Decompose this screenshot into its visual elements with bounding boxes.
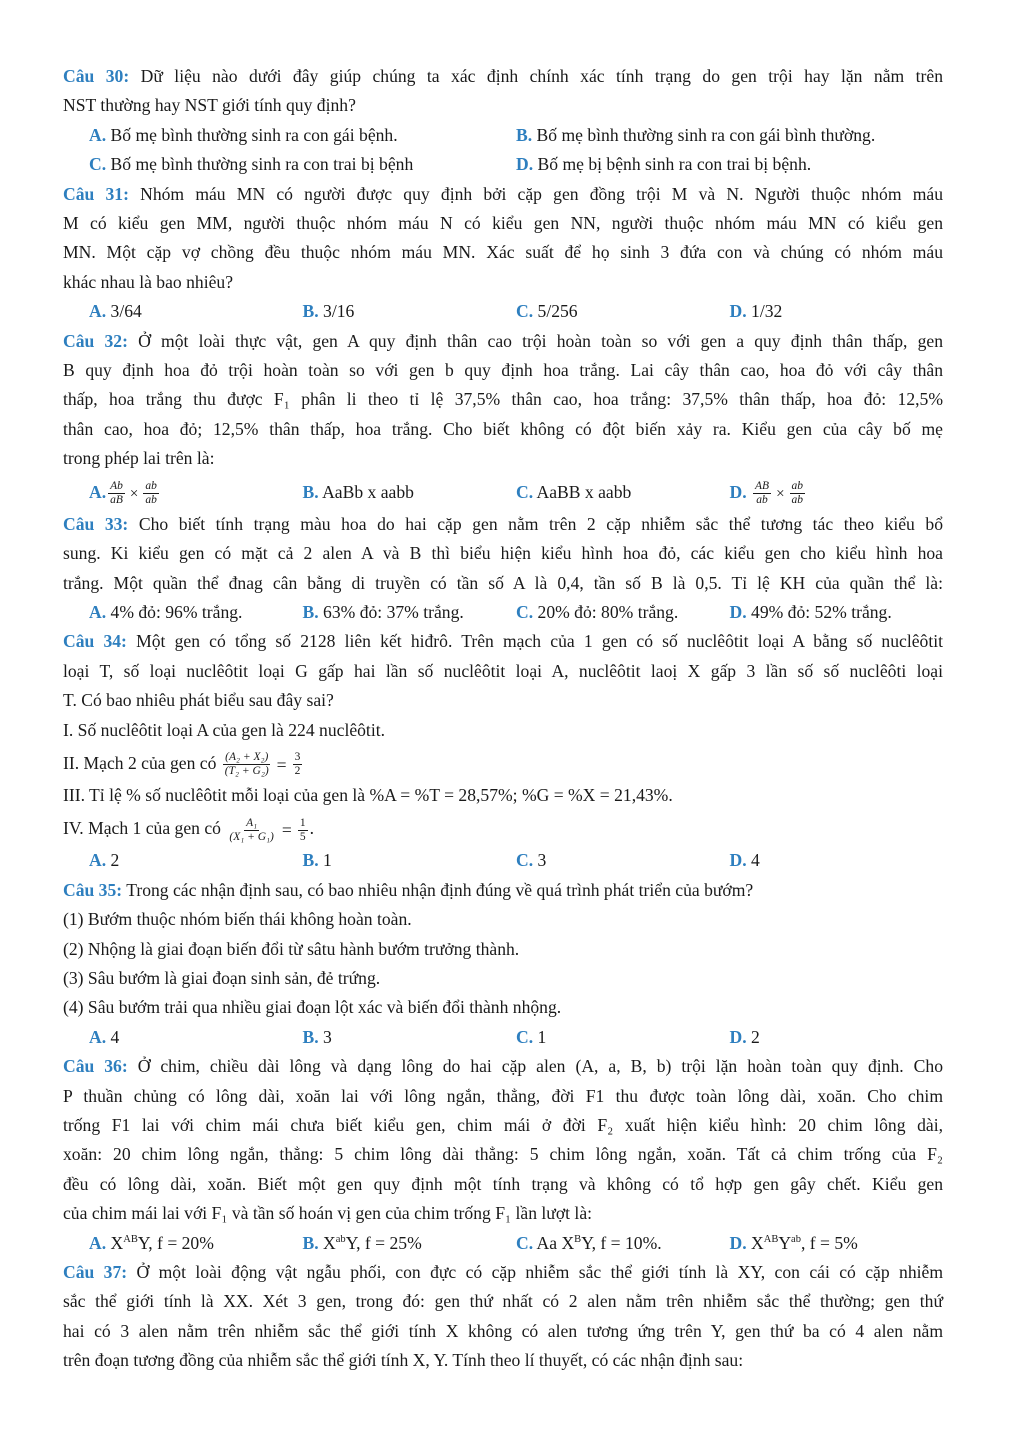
q32-line-3: thấp, hoa trắng thu được F₁ phân li theo tỉ lệ 37,5% thân cao, hoa trắng: 37,5% thân thấp, hoa đỏ: 12,5% bbox=[63, 389, 943, 410]
q32-options bbox=[63, 474, 943, 510]
q32-option-c[interactable]: C. AaBB x aabb bbox=[516, 481, 632, 502]
q35-label: Câu 35: bbox=[63, 879, 123, 900]
q36-line-4: xoăn: 20 chim lông ngắn, thẳng: 5 chim lông dài thẳng: 5 chim lông ngắn, xoăn. Tất cả chim trống của F₂ bbox=[63, 1144, 943, 1165]
q36-line-5: đều có lông dài, xoăn. Biết một gen quy định một tính trạng và không có tổ hợp gen gây chết. Kiểu gen bbox=[63, 1173, 943, 1194]
q34-statement-4: IV. Mạch 1 của gen có $\frac{\text{A₁}}{\text{(X₁ + G₁)}}$ = $\frac{1}{5}$ . bbox=[63, 816, 314, 843]
q31-option-d[interactable]: D. 1/32 bbox=[729, 301, 783, 322]
q34-line-1: Câu 34: Một gen có tổng số 2128 liên kết hiđrô. Trên mạch của 1 gen có số nuclêôtit loại A bằng số nuclêôtit bbox=[63, 631, 943, 652]
q36-option-d[interactable]: D. $X^{AB}Y^{ab}$, f = 5% bbox=[729, 1232, 858, 1253]
q36-label: Câu 36: bbox=[63, 1056, 128, 1077]
q32-option-b[interactable]: B. AaBb x aabb bbox=[302, 481, 414, 502]
question-34 bbox=[63, 627, 943, 875]
q30-options-row-2 bbox=[63, 150, 943, 179]
q35-option-b[interactable]: B. 3 bbox=[302, 1026, 332, 1047]
q30-option-d[interactable]: D. Bố mẹ bị bệnh sinh ra con trai bị bệnh. bbox=[516, 154, 812, 175]
q34-line-3: T. Có bao nhiêu phát biểu sau đây sai? bbox=[63, 690, 334, 711]
q32-a-fraction-1: $\frac{Ab}{aB}$ bbox=[110, 480, 123, 507]
q34-s2-fraction: $\frac{\text{(A₂ + X₂)}}{\text{(T₂ + G₂)}}$ bbox=[224, 751, 269, 778]
q34-s4-ratio: $\frac{1}{5}$ bbox=[299, 816, 306, 843]
q31-option-c[interactable]: C. 5/256 bbox=[516, 301, 578, 322]
q37-line-1: Câu 37: Ở một loài động vật ngẫu phối, con đực có cặp nhiễm sắc thể giới tính là XY, con cái có cặp nhiễm bbox=[63, 1262, 943, 1283]
q34-statement-2: II. Mạch 2 của gen có $\frac{\text{(A₂ + X₂)}}{\text{(T₂ + G₂)}}$ = $\frac{3}{2}$ bbox=[63, 751, 301, 778]
q31-option-a[interactable]: A. 3/64 bbox=[89, 301, 142, 322]
q35-option-a[interactable]: A. 4 bbox=[89, 1026, 120, 1047]
question-33 bbox=[63, 510, 943, 628]
document-content bbox=[63, 62, 943, 1376]
q32-line-4: thân cao, hoa đỏ; 12,5% thân thấp, hoa trắng. Cho biết không có đột biến xảy ra. Kiểu gen của cây bố mẹ bbox=[63, 418, 943, 439]
q36-option-c[interactable]: C. Aa $X^BY$, f = 10%. bbox=[516, 1232, 662, 1253]
q33-option-d[interactable]: D. 49% đỏ: 52% trắng. bbox=[729, 601, 892, 622]
q36-line-6: của chim mái lai với F₁ và tần số hoán vị gen của chim trống F₁ lần lượt là: bbox=[63, 1203, 593, 1224]
q32-a-fraction-2: $\frac{ab}{ab}$ bbox=[145, 480, 157, 507]
q34-s4-fraction: $\frac{\text{A₁}}{\text{(X₁ + G₁)}}$ bbox=[229, 816, 274, 843]
q37-line-3: hai có 3 alen nằm trên nhiễm sắc thể giới tính X không có alen tương ứng trên Y, gen thứ ba có 4 alen nằm bbox=[63, 1320, 943, 1341]
q30-line-2: NST thường hay NST giới tính quy định? bbox=[63, 95, 356, 116]
question-37 bbox=[63, 1258, 943, 1376]
q35-option-c[interactable]: C. 1 bbox=[516, 1026, 547, 1047]
q31-option-b[interactable]: B. 3/16 bbox=[302, 301, 355, 322]
q33-option-b[interactable]: B. 63% đỏ: 37% trắng. bbox=[302, 601, 464, 622]
q36-line-2: P thuần chủng có lông dài, xoăn lai với lông ngắn, thẳng, đời F1 thu được toàn lông dài, xoăn. Cho chim bbox=[63, 1085, 943, 1106]
q30-option-c[interactable]: C. Bố mẹ bình thường sinh ra con trai bị bệnh bbox=[89, 154, 414, 175]
q36-options bbox=[63, 1229, 943, 1258]
q34-option-b[interactable]: B. 1 bbox=[302, 850, 332, 871]
q31-label: Câu 31: bbox=[63, 183, 129, 204]
q37-label: Câu 37: bbox=[63, 1262, 128, 1283]
q36-option-a[interactable]: A. $X^{AB}Y$, f = 20% bbox=[89, 1232, 214, 1253]
q35-line-1: Câu 35: Trong các nhận định sau, có bao nhiêu nhận định đúng về quá trình phát triển của bướm? bbox=[63, 879, 754, 900]
q34-statement-3: III. Tỉ lệ % số nuclêôtit mỗi loại của gen là %A = %T = 28,57%; %G = %X = 21,43%. bbox=[63, 784, 673, 805]
q31-line-3: MN. Một cặp vợ chồng đều thuộc nhóm máu MN. Xác suất để họ sinh 3 đứa con và chúng có nhóm máu bbox=[63, 242, 943, 263]
q32-option-d[interactable]: D. $\frac{AB}{ab}$ × $\frac{ab}{ab}$ bbox=[729, 480, 804, 507]
q32-option-a[interactable]: A. $\frac{Ab}{aB}$ × $\frac{ab}{ab}$ bbox=[89, 480, 157, 507]
q33-options bbox=[63, 598, 943, 627]
q30-line-1: Câu 30: Dữ liệu nào dưới đây giúp chúng ta xác định chính xác tính trạng do gen trội hay lặn nằm trên bbox=[63, 66, 943, 86]
q32-d-fraction-1: $\frac{AB}{ab}$ bbox=[755, 480, 770, 507]
q33-line-1: Câu 33: Cho biết tính trạng màu hoa do hai cặp gen nằm trên 2 cặp nhiễm sắc thể tương tác theo kiểu bổ bbox=[63, 513, 944, 534]
q31-line-1: Câu 31: Nhóm máu MN có người được quy định bởi cặp gen đồng trội M và N. Người thuộc nhóm máu bbox=[63, 183, 943, 204]
q31-line-2: M có kiểu gen MM, người thuộc nhóm máu N có kiểu gen NN, người thuộc nhóm máu MN có kiểu gen bbox=[63, 213, 943, 234]
q34-line-2: loại T, số loại nuclêôtit loại G gấp hai lần số nuclêôtit loại A, nuclêôtit laoị X gấp 3 lần số số nuclêôti loại bbox=[63, 660, 943, 681]
q35-statement-2: (2) Nhộng là giai đoạn biến đổi từ sâtu hành bướm trưởng thành. bbox=[63, 938, 520, 959]
q33-option-a[interactable]: A. 4% đỏ: 96% trắng. bbox=[89, 601, 243, 622]
q33-line-3: trắng. Một quần thể đnag cân bằng di truyền có tần số A là 0,4, tần số B là 0,5. Tỉ lệ KH của quần thể là: bbox=[63, 572, 943, 593]
q31-options bbox=[63, 297, 943, 326]
q32-line-2: B quy định hoa đỏ trội hoàn toàn so với gen b quy định hoa trắng. Lai cây thân cao, hoa đỏ với cây thân bbox=[63, 360, 943, 381]
q35-options bbox=[63, 1023, 943, 1052]
q34-option-c[interactable]: C. 3 bbox=[516, 850, 547, 871]
q32-label: Câu 32: bbox=[63, 330, 128, 351]
q37-line-2: sắc thể giới tính là XX. Xét 3 gen, trong đó: gen thứ nhất có 2 alen nằm trên nhiễm sắc thể thường; gen thứ bbox=[63, 1291, 943, 1312]
q34-statement-1: I. Số nuclêôtit loại A của gen là 224 nuclêôtit. bbox=[63, 719, 385, 740]
q30-label: Câu 30: bbox=[63, 66, 130, 86]
q35-statement-1: (1) Bướm thuộc nhóm biến thái không hoàn toàn. bbox=[63, 909, 412, 930]
question-36 bbox=[63, 1052, 943, 1258]
q33-line-2: sung. Ki kiểu gen có mặt cả 2 alen A và B thì biểu hiện kiểu hình hoa đỏ, các kiểu gen cho kiểu hình hoa bbox=[63, 543, 943, 564]
question-30 bbox=[63, 62, 943, 180]
question-35 bbox=[63, 876, 943, 1052]
question-31 bbox=[63, 180, 943, 327]
q33-label: Câu 33: bbox=[63, 513, 129, 534]
q36-line-3: trống F1 lai với chim mái chưa biết kiểu gen, chim mái ở đời F₂ xuất hiện kiểu hình: 20 chim lông dài, bbox=[63, 1115, 943, 1135]
q31-line-4: khác nhau là bao nhiêu? bbox=[63, 271, 234, 292]
q32-line-1: Câu 32: Ở một loài thực vật, gen A quy định thân cao trội hoàn toàn so với gen a quy định thân thấp, gen bbox=[63, 330, 944, 351]
q33-option-c[interactable]: C. 20% đỏ: 80% trắng. bbox=[516, 601, 679, 622]
q34-option-a[interactable]: A. 2 bbox=[89, 850, 120, 871]
q35-statement-3: (3) Sâu bướm là giai đoạn sinh sản, đẻ trứng. bbox=[63, 967, 381, 988]
q30-option-b[interactable]: B. Bố mẹ bình thường sinh ra con gái bình thường. bbox=[516, 124, 876, 145]
q37-line-4: trên đoạn tương đồng của nhiễm sắc thể giới tính X, Y. Tính theo lí thuyết, có các nhận định sau: bbox=[63, 1350, 744, 1371]
q34-label: Câu 34: bbox=[63, 631, 127, 652]
q32-d-fraction-2: $\frac{ab}{ab}$ bbox=[791, 480, 804, 507]
q35-option-d[interactable]: D. 2 bbox=[729, 1026, 760, 1047]
q32-line-5: trong phép lai trên là: bbox=[63, 448, 215, 469]
question-32 bbox=[63, 327, 943, 510]
q34-option-d[interactable]: D. 4 bbox=[729, 850, 760, 871]
q30-option-a[interactable]: A. Bố mẹ bình thường sinh ra con gái bệnh. bbox=[89, 124, 398, 145]
q34-options bbox=[63, 846, 943, 875]
q36-line-1: Câu 36: Ở chim, chiều dài lông và dạng lông do hai cặp alen (A, a, B, b) trội lặn hoàn toàn quy định. Cho bbox=[63, 1056, 943, 1077]
q35-statement-4: (4) Sâu bướm trải qua nhiều giai đoạn lột xác và biến đổi thành nhộng. bbox=[63, 997, 562, 1018]
q34-s2-ratio: $\frac{3}{2}$ bbox=[294, 751, 301, 778]
q30-options-row-1 bbox=[63, 121, 943, 150]
q36-option-b[interactable]: B. $X^{ab}Y$, f = 25% bbox=[302, 1232, 422, 1253]
